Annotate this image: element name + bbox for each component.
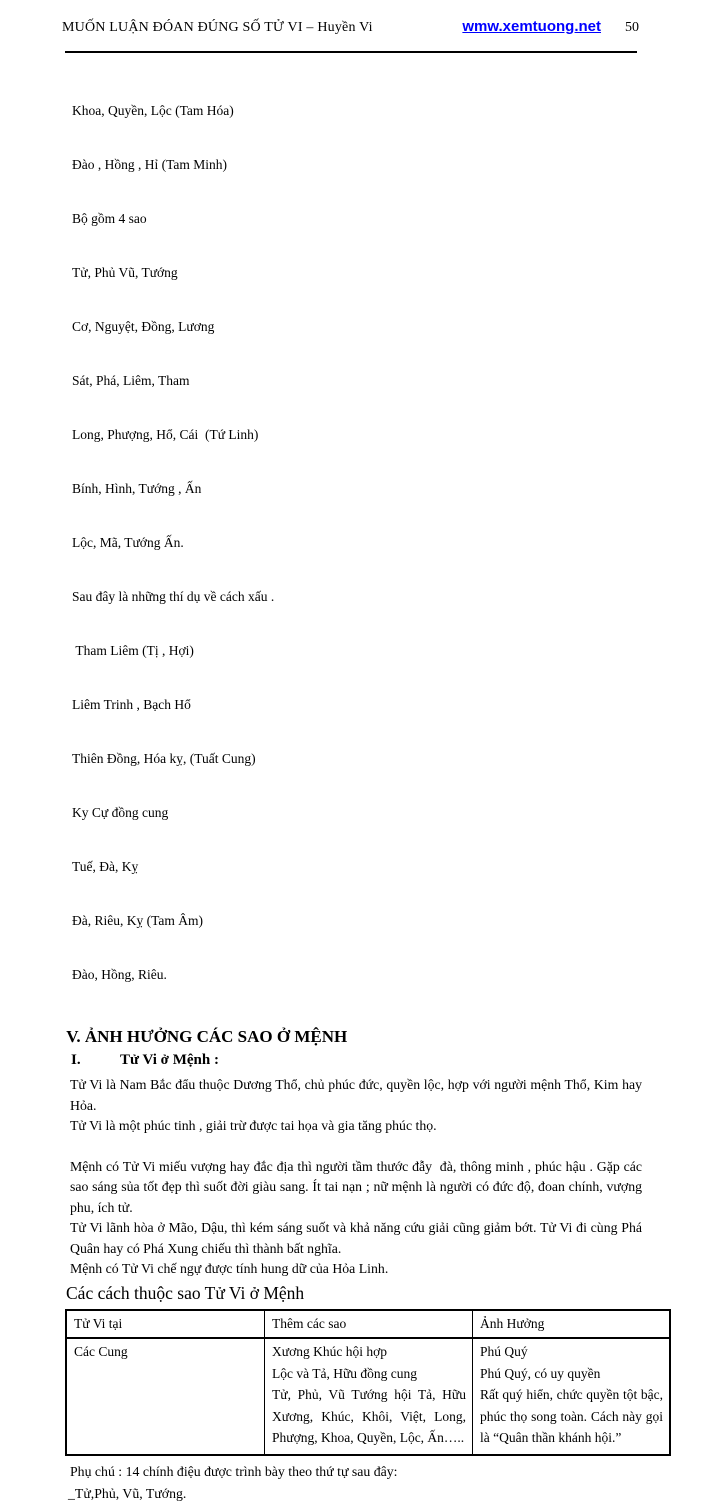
table-title: Các cách thuộc sao Tử Vi ở Mệnh <box>66 1282 305 1303</box>
body-paragraphs <box>70 1075 646 1280</box>
subsection-title: Tử Vi ở Mệnh : <box>120 1052 219 1068</box>
table-header-row <box>66 1310 670 1339</box>
page-title: MUỐN LUẬN ĐÓAN ĐÚNG SỐ TỬ VI – Huyền Vi <box>62 20 373 35</box>
subsection-heading <box>71 1052 705 1069</box>
list-line: Đào, Hồng, Riêu. <box>72 967 167 982</box>
table-cell-line: Lộc và Tả, Hữu đồng cung <box>272 1365 418 1381</box>
paragraph: Tử Vi là một phúc tinh , giải trừ được tai họa và gia tăng phúc thọ. <box>70 1118 437 1133</box>
list-line: Long, Phượng, Hổ, Cái (Tứ Linh) <box>72 427 259 442</box>
list-line: Đà, Riêu, Kỵ (Tam Âm) <box>72 913 204 928</box>
footnote: _Tử,Phủ, Vũ, Tướng. <box>68 1485 187 1501</box>
list-line: Cơ, Nguyệt, Đồng, Lương <box>72 319 215 334</box>
table-cell-line: Phú Quý <box>480 1344 528 1359</box>
list-line: Lộc, Mã, Tướng Ấn. <box>72 535 184 550</box>
table-row <box>66 1338 670 1455</box>
list-line: Tham Liêm (Tị , Hợi) <box>72 643 194 658</box>
paragraph: Tử Vi là Nam Bắc đẩu thuộc Dương Thổ, chủ phúc đức, quyền lộc, hợp với người mệnh Thổ, Kim hay Hỏa. <box>70 1077 646 1113</box>
list-line: Tuế, Đà, Kỵ <box>72 859 139 874</box>
page-header <box>0 0 705 36</box>
list-line: Đào , Hồng , Hỉ (Tam Minh) <box>72 157 228 172</box>
paragraph-spacer <box>70 1137 642 1157</box>
list-line: Tử, Phủ Vũ, Tướng <box>72 265 178 280</box>
list-line: Liêm Trinh , Bạch Hổ <box>72 697 191 712</box>
list-line: Ky Cự đồng cung <box>72 805 169 820</box>
table-cell-line: Tử, Phủ, Vũ Tướng hội Tả, Hữu Xương, Khúc, Khôi, Việt, Long, Phượng, Khoa, Quyền, Lộc, Ấn….. <box>272 1387 466 1445</box>
cell-tu-vi-tai <box>66 1338 265 1455</box>
list-line: Thiên Đồng, Hóa kỵ, (Tuất Cung) <box>72 751 256 766</box>
paragraph: Mệnh có Tử Vi miếu vượng hay đắc địa thì người tầm thước đẫy đà, thông minh , phúc hậu . Gặp các sao sáng sủa tốt đẹp thì suốt đời giàu sang. Ít tai nạn ; nữ mệnh là người có đức độ, đoan chính, vượng phu, ích tử. <box>70 1158 646 1215</box>
website-link[interactable]: wmw.xemtuong.net <box>462 18 601 35</box>
star-list <box>72 66 705 1020</box>
footnote: Phụ chú : 14 chính điệu được trình bày theo thứ tự sau đây: <box>70 1463 398 1479</box>
column-header-them-cac-sao: Thêm các sao <box>265 1310 473 1339</box>
page-number: 50 <box>625 20 639 35</box>
star-table <box>65 1309 671 1456</box>
list-line: Bộ gồm 4 sao <box>72 211 147 226</box>
column-header-anh-huong: Ảnh Hưởng <box>473 1310 671 1339</box>
table-cell-line: Phú Quý, có uy quyền <box>480 1365 601 1381</box>
table-cell-line: Các Cung <box>74 1344 128 1359</box>
subsection-numeral: I. <box>71 1052 81 1068</box>
list-line: Bính, Hình, Tướng , Ấn <box>72 481 202 496</box>
section-heading: V. ẢNH HƯỞNG CÁC SAO Ở MỆNH <box>62 1027 348 1046</box>
cell-them-cac-sao <box>265 1338 473 1455</box>
column-header-tu-vi-tai: Tử Vi tại <box>66 1310 265 1339</box>
header-divider <box>65 51 637 53</box>
list-line: Sau đây là những thí dụ về cách xấu . <box>72 589 275 604</box>
paragraph: Tử Vi lãnh hòa ở Mão, Dậu, thì kém sáng suốt và khả năng cứu giải cũng giảm bớt. Tử Vi đi cùng Phá Quân hay có Phá Xung chiếu thì thành bất nghĩa. <box>70 1220 646 1256</box>
cell-anh-huong <box>473 1338 671 1455</box>
paragraph: Mệnh có Tử Vi chế ngự được tính hung dữ của Hỏa Linh. <box>70 1261 389 1276</box>
table-cell-line: Xương Khúc hội hợp <box>272 1344 387 1359</box>
table-cell-line: Rất quý hiển, chức quyền tột bậc, phúc thọ song toàn. Cách này gọi là “Quân thần khánh hội.” <box>480 1387 663 1445</box>
list-line: Sát, Phá, Liêm, Tham <box>72 373 190 388</box>
list-line: Khoa, Quyền, Lộc (Tam Hóa) <box>72 103 234 118</box>
